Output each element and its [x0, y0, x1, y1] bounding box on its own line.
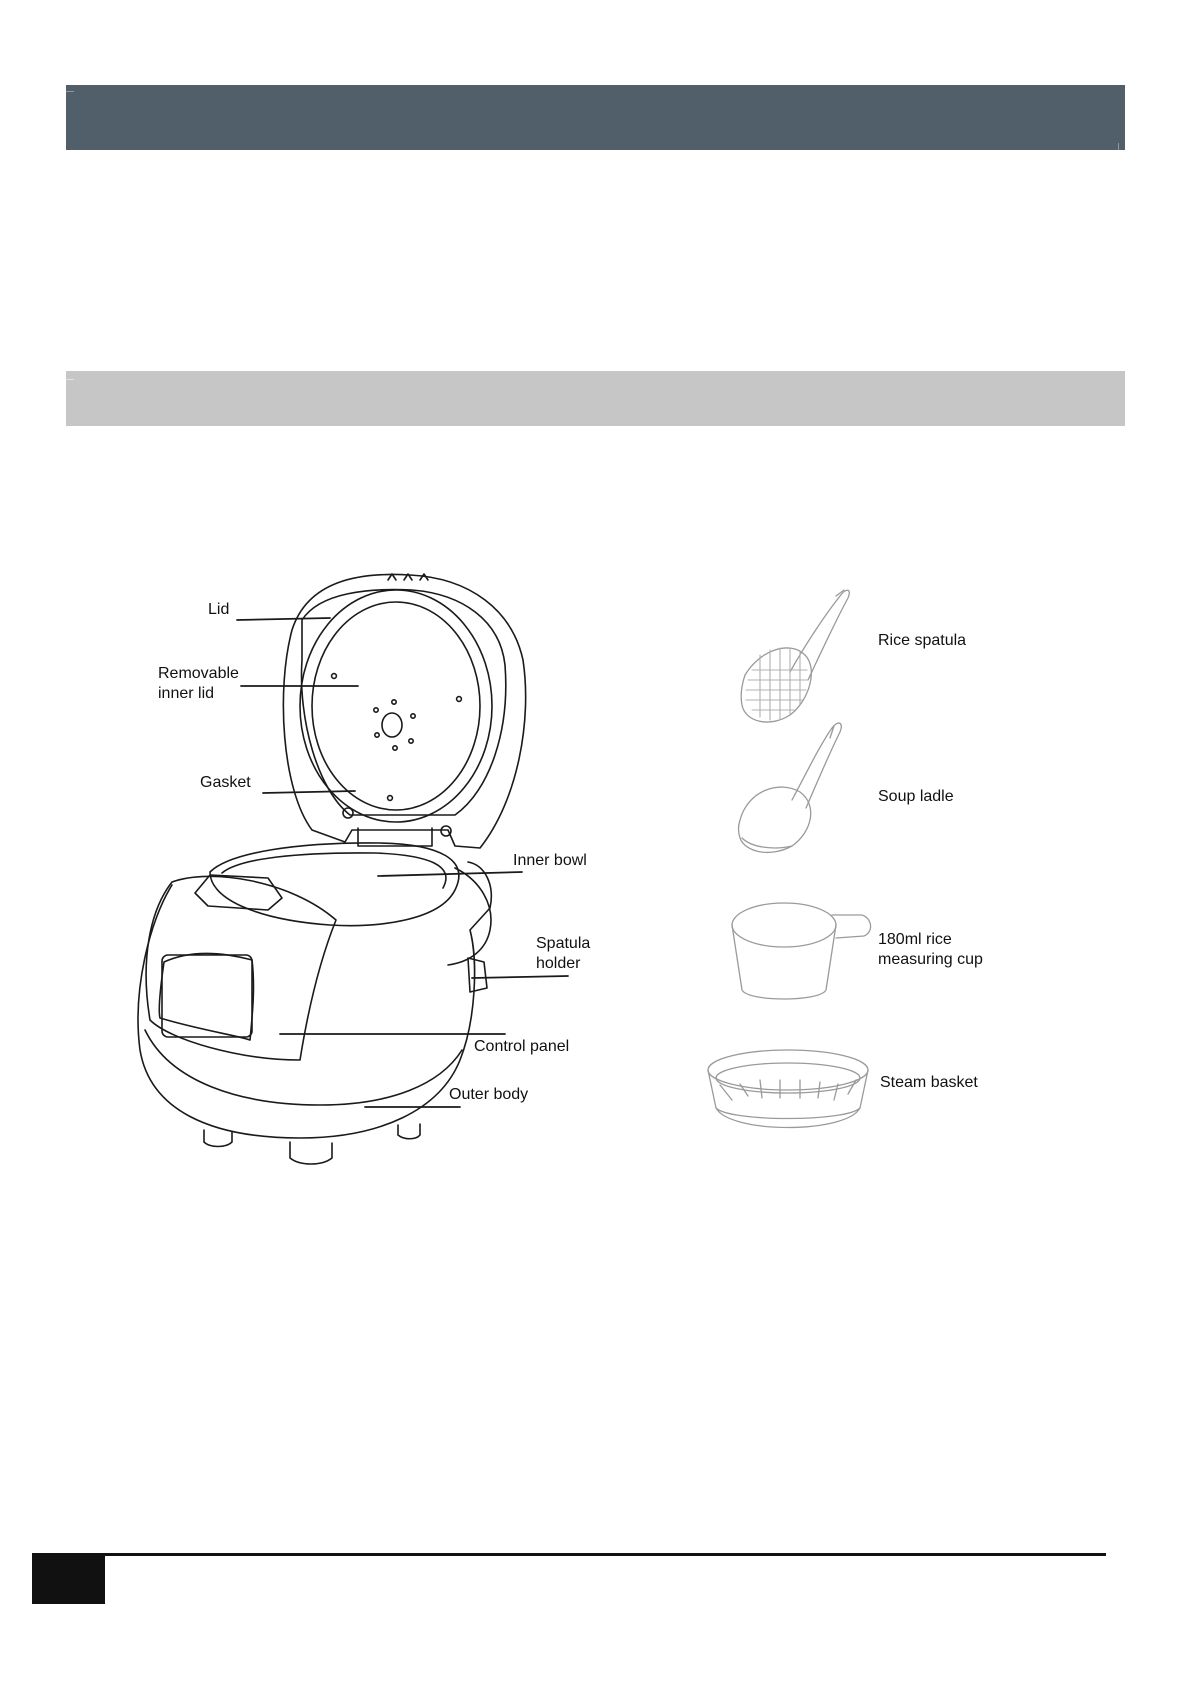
inner-bowl — [210, 843, 459, 926]
label-inner-bowl: Inner bowl — [513, 852, 587, 869]
lid-hinge-pin — [441, 826, 451, 836]
lcd-window — [162, 955, 252, 1037]
label-measuring-cup — [878, 930, 983, 970]
label-line: measuring cup — [878, 951, 983, 968]
control-panel-panel — [159, 954, 253, 1041]
rice-spatula-illustration — [741, 590, 849, 722]
steam-basket-illustration — [708, 1050, 868, 1128]
inner-bowl-rim — [222, 853, 446, 888]
rice-cooker-illustration — [138, 574, 529, 1164]
label-outer-body: Outer body — [449, 1086, 529, 1103]
foot — [290, 1142, 332, 1164]
label-spatula-holder — [536, 934, 590, 974]
vent-hole — [392, 700, 396, 704]
vent-hole — [374, 708, 378, 712]
vent-hole — [388, 796, 393, 801]
foot — [204, 1130, 232, 1147]
label-removable-inner-lid — [158, 664, 239, 704]
vent-hole — [393, 746, 397, 750]
label-soup-ladle — [878, 787, 954, 807]
soup-ladle-illustration — [739, 723, 842, 852]
label-control-panel: Control panel — [474, 1038, 570, 1055]
label-line: holder — [536, 955, 581, 972]
label-line: Soup ladle — [878, 788, 954, 805]
foot — [398, 1124, 420, 1139]
vent-hole — [332, 674, 337, 679]
label-line: Rice spatula — [878, 632, 967, 649]
vent-hole — [375, 733, 379, 737]
label-line: Steam basket — [880, 1074, 978, 1091]
page-number-block — [32, 1556, 105, 1604]
removable-inner-lid — [312, 602, 480, 810]
vent-hole — [457, 697, 462, 702]
label-line: inner lid — [158, 685, 215, 702]
side-handle — [448, 868, 491, 965]
measuring-cup-illustration — [732, 903, 871, 999]
label-line: Spatula — [536, 935, 591, 952]
label-lid: Lid — [208, 601, 230, 618]
label-line: 180ml rice — [878, 931, 952, 948]
steam-valve — [382, 713, 402, 737]
label-steam-basket — [880, 1073, 978, 1093]
spatula-holder — [468, 958, 487, 992]
cooker-lid — [283, 574, 525, 848]
footer-rule — [32, 1553, 1106, 1556]
outer-body — [138, 862, 491, 1138]
gasket-ring — [300, 590, 492, 822]
label-gasket: Gasket — [200, 774, 251, 791]
label-rice-spatula — [878, 631, 966, 651]
lid-rim — [301, 590, 505, 815]
vent-hole — [409, 739, 413, 743]
vent-hole — [411, 714, 415, 718]
control-panel-face — [146, 876, 336, 1060]
label-line: Removable — [158, 665, 239, 682]
